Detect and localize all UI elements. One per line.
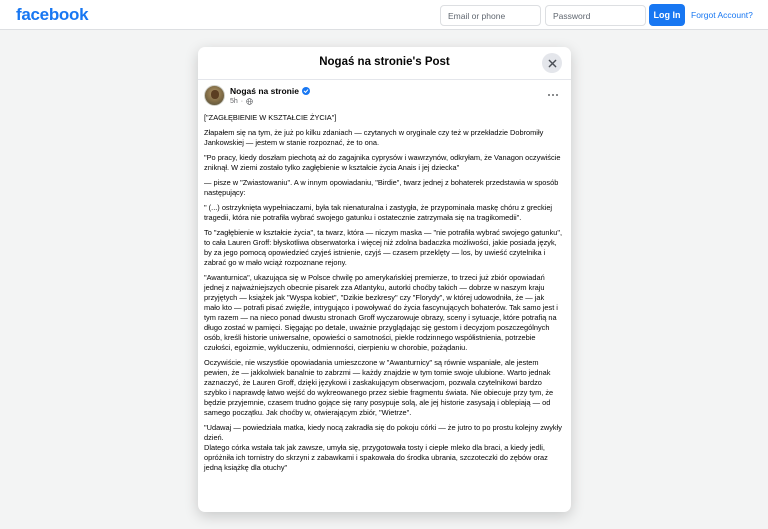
post-meta: 5h ·	[230, 98, 253, 105]
post-paragraph: ["ZAGŁĘBIENIE W KSZTAŁCIE ŻYCIA"]	[204, 113, 337, 122]
post-text	[204, 113, 562, 478]
more-options-button[interactable]	[545, 89, 561, 101]
login-button[interactable]: Log In	[649, 4, 685, 26]
password-input[interactable]	[545, 5, 646, 26]
email-input[interactable]	[440, 5, 541, 26]
post-paragraph: Złapałem się na tym, że już po kilku zdaniach — czytanych w oryginale czy też w przekładzie Dobromiły Jankowskiej — jestem w stanie rozpoznać, że to ona.	[204, 128, 544, 147]
forgot-account-link[interactable]: Forgot Account?	[691, 10, 753, 20]
post-dialog	[198, 47, 571, 512]
post-paragraph: " (...) ostrzyknięta wypełniaczami, była tak nienaturalna i zastygła, że przypominała maskę chóru z greckiej tragedii, która nie potrafiła wybrać swojego gatunku i ostatecznie zatrzymała się na tragikomedii".	[204, 203, 553, 222]
globe-icon	[246, 98, 253, 105]
author-name-row	[230, 86, 310, 96]
post-paragraph: — pisze w "Zwiastowaniu". A w innym opowiadaniu, "Birdie", twarz jednej z bohaterek przedstawia w sposób następujący:	[204, 178, 559, 197]
author-avatar[interactable]	[204, 85, 225, 106]
verified-badge-icon	[302, 87, 310, 95]
post-paragraph: Dlatego córka wstała tak jak zawsze, umyła się, przygotowała tosty i ciepłe mleko dla braci, a kiedy jedli, opróżniła ich tornistry do skrzyni z zabawkami i spakowała do środka ubrania, szczoteczki do zębów oraz jedną książkę dla otuchy"	[204, 443, 548, 472]
post-paragraph: "Udawaj — powiedziała matka, kiedy nocą zakradła się do pokoju córki — że jutro to po prostu kolejny zwykły dzień.	[204, 423, 562, 442]
post-header	[198, 85, 571, 109]
dialog-header	[198, 47, 571, 80]
post-paragraph: "Po pracy, kiedy doszłam piechotą aż do zagajnika cyprysów i wawrzynów, odkryłam, że Vanagon oczywiście zniknął. W ziemi zostało tylko zagłębienie w kształcie życia Anais i jej dziecka"	[204, 153, 561, 172]
close-button[interactable]	[542, 53, 562, 73]
post-paragraph: Oczywiście, nie wszystkie opowiadania umieszczone w "Awanturnicy" są równie wspaniałe, ale jestem pewien, że — jakkolwiek banalnie to zabrzmi — każdy znajdzie w tym tomie swoje ulubione. Warto jednak zaznaczyć, że Lauren Groff, dzięki językowi i zaskakującym obserwacjom, pozwala czytelnikowi bardzo szybko i naprawdę łatwo wejść do wykreowanego przez siebie fragmentu świata. Nie obiecuje przy tym, że będzie przyjemnie, czasem trudno gojące się rany posypuje solą, ale jej historie zasysają i oblepiają — od samego początku. Jak choćby w, otwierającym zbiór, "Wietrze".	[204, 358, 554, 417]
post-paragraph: "Awanturnica", ukazująca się w Polsce chwilę po amerykańskiej premierze, to trzeci już zbiór opowiadań jednej z najważniejszych obecnie pisarek zza Atlantyku, autorki choćby takich — dobrze w naszym kraju przyjętych — książek jak "Wyspa kobiet", "Dzikie bezkresy" czy "Florydy", w której udowodniła, że — jak mało kto — potrafi pisać zwięźle, intrygująco i powoływać do życia fascynujących bohaterów. Tak samo jest i tym razem — na nieco ponad dwustu stronach Groff wyczarowuje obrazy, sceny i sytuacje, które potrafią na długo zostać w pamięci. Sięgając po detale, uważnie przyglądając się gestom i decyzjom poszczególnych osób, kreśli historie uniwersalne, opowieści o samotności, piekle rodzinnego współistnienia, potrzebie czułości, egoizmie, wykluczeniu, odmienności, cierpieniu w chorobie, pożądaniu.	[204, 273, 558, 352]
post-paragraph: To "zagłębienie w kształcie życia", ta twarz, która — niczym maska — "nie potrafiła wybrać swojego gatunku", to cała Lauren Groff: błyskotliwa obserwatorka i więcej niż zdolna badaczka możliwości, jakie posiada język, by za jego pomocą opowiedzieć czyjeś istnienie, czyjś — czasem przeklęty — los, by uwieść czytelnika i zabrać go w mało wciąż rozpoznane rejony.	[204, 228, 562, 267]
close-icon	[548, 59, 557, 68]
more-dots-icon	[548, 94, 551, 97]
top-navigation-bar	[0, 0, 768, 30]
facebook-logo[interactable]: facebook	[16, 5, 89, 24]
post-time[interactable]: 5h	[230, 98, 238, 105]
dialog-title: Nogaś na stronie's Post	[319, 56, 450, 68]
author-name[interactable]: Nogaś na stronie	[230, 86, 299, 96]
